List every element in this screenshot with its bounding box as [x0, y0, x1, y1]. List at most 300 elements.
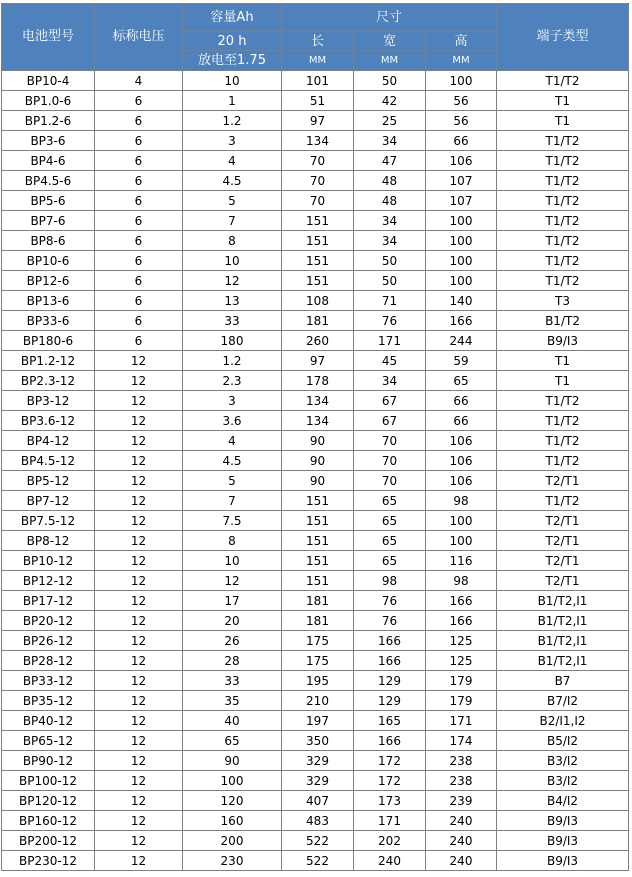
terminal-cell: T2/T1: [497, 531, 629, 551]
width-cell: 65: [354, 511, 426, 531]
capacity-cell: 230: [183, 851, 282, 871]
terminal-cell: B1/T2,I1: [497, 631, 629, 651]
height-cell: 100: [426, 531, 497, 551]
model-cell: BP10-4: [2, 71, 95, 91]
voltage-cell: 6: [95, 131, 183, 151]
width-cell: 34: [354, 211, 426, 231]
capacity-cell: 4: [183, 431, 282, 451]
length-cell: 210: [282, 691, 354, 711]
table-row: [2, 151, 629, 171]
terminal-cell: T2/T1: [497, 511, 629, 531]
voltage-cell: 12: [95, 671, 183, 691]
model-cell: BP12-12: [2, 571, 95, 591]
height-cell: 98: [426, 491, 497, 511]
height-cell: 100: [426, 231, 497, 251]
voltage-cell: 12: [95, 451, 183, 471]
table-row: [2, 171, 629, 191]
height-cell: 107: [426, 191, 497, 211]
length-cell: 51: [282, 91, 354, 111]
capacity-cell: 12: [183, 571, 282, 591]
length-cell: 350: [282, 731, 354, 751]
voltage-cell: 12: [95, 611, 183, 631]
model-cell: BP230-12: [2, 851, 95, 871]
length-cell: 151: [282, 551, 354, 571]
voltage-cell: 6: [95, 171, 183, 191]
model-cell: BP4-6: [2, 151, 95, 171]
capacity-cell: 2.3: [183, 371, 282, 391]
capacity-cell: 33: [183, 311, 282, 331]
length-cell: 181: [282, 611, 354, 631]
width-cell: 50: [354, 251, 426, 271]
voltage-cell: 12: [95, 571, 183, 591]
capacity-cell: 120: [183, 791, 282, 811]
voltage-cell: 12: [95, 411, 183, 431]
width-cell: 45: [354, 351, 426, 371]
capacity-cell: 10: [183, 71, 282, 91]
table-row: [2, 771, 629, 791]
width-cell: 47: [354, 151, 426, 171]
height-cell: 240: [426, 831, 497, 851]
width-cell: 48: [354, 191, 426, 211]
terminal-cell: B9/I3: [497, 811, 629, 831]
header-length: 长: [282, 32, 354, 51]
capacity-cell: 7: [183, 211, 282, 231]
model-cell: BP1.2-12: [2, 351, 95, 371]
capacity-cell: 17: [183, 591, 282, 611]
terminal-cell: B5/I2: [497, 731, 629, 751]
width-cell: 67: [354, 411, 426, 431]
table-row: [2, 811, 629, 831]
model-cell: BP33-6: [2, 311, 95, 331]
model-cell: BP65-12: [2, 731, 95, 751]
length-cell: 90: [282, 451, 354, 471]
height-cell: 179: [426, 691, 497, 711]
length-cell: 134: [282, 411, 354, 431]
voltage-cell: 12: [95, 771, 183, 791]
height-cell: 140: [426, 291, 497, 311]
table-row: [2, 91, 629, 111]
header-width: 宽: [354, 32, 426, 51]
table-row: [2, 71, 629, 91]
model-cell: BP4-12: [2, 431, 95, 451]
table-row: [2, 131, 629, 151]
length-cell: 151: [282, 271, 354, 291]
table-row: [2, 471, 629, 491]
width-cell: 129: [354, 671, 426, 691]
model-cell: BP2.3-12: [2, 371, 95, 391]
terminal-cell: T1/T2: [497, 131, 629, 151]
width-cell: 166: [354, 651, 426, 671]
capacity-cell: 10: [183, 251, 282, 271]
header-capacity: 容量Ah: [183, 4, 282, 32]
length-cell: 181: [282, 311, 354, 331]
height-cell: 238: [426, 771, 497, 791]
model-cell: BP20-12: [2, 611, 95, 631]
table-row: [2, 631, 629, 651]
model-cell: BP8-6: [2, 231, 95, 251]
capacity-cell: 28: [183, 651, 282, 671]
table-row: [2, 391, 629, 411]
length-cell: 70: [282, 151, 354, 171]
width-cell: 70: [354, 471, 426, 491]
battery-spec-table: [1, 3, 629, 871]
terminal-cell: T1/T2: [497, 151, 629, 171]
table-row: [2, 751, 629, 771]
table-row: [2, 431, 629, 451]
width-cell: 76: [354, 311, 426, 331]
table-row: [2, 251, 629, 271]
header-dimensions: 尺寸: [282, 4, 497, 32]
height-cell: 239: [426, 791, 497, 811]
voltage-cell: 12: [95, 811, 183, 831]
table-row: [2, 411, 629, 431]
terminal-cell: B7/I2: [497, 691, 629, 711]
table-row: [2, 731, 629, 751]
width-cell: 129: [354, 691, 426, 711]
width-cell: 165: [354, 711, 426, 731]
table-row: [2, 571, 629, 591]
length-cell: 483: [282, 811, 354, 831]
table-row: [2, 291, 629, 311]
width-cell: 50: [354, 71, 426, 91]
table-row: [2, 231, 629, 251]
table-row: [2, 111, 629, 131]
capacity-cell: 35: [183, 691, 282, 711]
terminal-cell: B1/T2,I1: [497, 611, 629, 631]
width-cell: 48: [354, 171, 426, 191]
length-cell: 97: [282, 111, 354, 131]
voltage-cell: 12: [95, 691, 183, 711]
terminal-cell: T1/T2: [497, 431, 629, 451]
voltage-cell: 6: [95, 211, 183, 231]
height-cell: 179: [426, 671, 497, 691]
width-cell: 34: [354, 131, 426, 151]
voltage-cell: 12: [95, 531, 183, 551]
capacity-cell: 40: [183, 711, 282, 731]
length-cell: 90: [282, 431, 354, 451]
model-cell: BP1.2-6: [2, 111, 95, 131]
height-cell: 98: [426, 571, 497, 591]
width-cell: 173: [354, 791, 426, 811]
terminal-cell: B1/T2: [497, 311, 629, 331]
voltage-cell: 12: [95, 491, 183, 511]
capacity-cell: 90: [183, 751, 282, 771]
width-cell: 172: [354, 771, 426, 791]
table-row: [2, 491, 629, 511]
model-cell: BP5-12: [2, 471, 95, 491]
terminal-cell: T1/T2: [497, 171, 629, 191]
height-cell: 100: [426, 271, 497, 291]
length-cell: 175: [282, 651, 354, 671]
width-cell: 65: [354, 491, 426, 511]
model-cell: BP12-6: [2, 271, 95, 291]
length-cell: 97: [282, 351, 354, 371]
length-cell: 260: [282, 331, 354, 351]
terminal-cell: T1: [497, 111, 629, 131]
height-cell: 100: [426, 71, 497, 91]
terminal-cell: B3/I2: [497, 771, 629, 791]
capacity-cell: 20: [183, 611, 282, 631]
height-cell: 238: [426, 751, 497, 771]
terminal-cell: B9/I3: [497, 851, 629, 871]
terminal-cell: T2/T1: [497, 571, 629, 591]
length-cell: 151: [282, 511, 354, 531]
voltage-cell: 12: [95, 591, 183, 611]
capacity-cell: 1: [183, 91, 282, 111]
table-row: [2, 271, 629, 291]
capacity-cell: 3: [183, 391, 282, 411]
width-cell: 76: [354, 591, 426, 611]
table-row: [2, 191, 629, 211]
model-cell: BP90-12: [2, 751, 95, 771]
table-row: [2, 851, 629, 871]
model-cell: BP8-12: [2, 531, 95, 551]
model-cell: BP3-12: [2, 391, 95, 411]
capacity-cell: 10: [183, 551, 282, 571]
height-cell: 171: [426, 711, 497, 731]
length-cell: 522: [282, 831, 354, 851]
capacity-cell: 7.5: [183, 511, 282, 531]
table-row: [2, 551, 629, 571]
capacity-cell: 100: [183, 771, 282, 791]
terminal-cell: T1/T2: [497, 391, 629, 411]
model-cell: BP100-12: [2, 771, 95, 791]
height-cell: 56: [426, 111, 497, 131]
voltage-cell: 6: [95, 191, 183, 211]
capacity-cell: 5: [183, 471, 282, 491]
terminal-cell: B1/T2,I1: [497, 651, 629, 671]
model-cell: BP26-12: [2, 631, 95, 651]
header-model: 电池型号: [2, 4, 95, 71]
terminal-cell: B3/I2: [497, 751, 629, 771]
length-cell: 178: [282, 371, 354, 391]
voltage-cell: 12: [95, 551, 183, 571]
header-height-unit: MM: [426, 51, 497, 71]
voltage-cell: 4: [95, 71, 183, 91]
length-cell: 195: [282, 671, 354, 691]
length-cell: 134: [282, 391, 354, 411]
height-cell: 100: [426, 251, 497, 271]
length-cell: 70: [282, 191, 354, 211]
capacity-cell: 160: [183, 811, 282, 831]
height-cell: 100: [426, 511, 497, 531]
table-row: [2, 211, 629, 231]
voltage-cell: 12: [95, 471, 183, 491]
model-cell: BP33-12: [2, 671, 95, 691]
length-cell: 151: [282, 251, 354, 271]
capacity-cell: 200: [183, 831, 282, 851]
voltage-cell: 6: [95, 111, 183, 131]
length-cell: 134: [282, 131, 354, 151]
width-cell: 166: [354, 731, 426, 751]
voltage-cell: 12: [95, 851, 183, 871]
header-height: 高: [426, 32, 497, 51]
length-cell: 90: [282, 471, 354, 491]
table-row: [2, 351, 629, 371]
capacity-cell: 8: [183, 531, 282, 551]
voltage-cell: 6: [95, 291, 183, 311]
terminal-cell: T1/T2: [497, 211, 629, 231]
terminal-cell: B2/I1,I2: [497, 711, 629, 731]
model-cell: BP7-6: [2, 211, 95, 231]
width-cell: 166: [354, 631, 426, 651]
terminal-cell: T1/T2: [497, 451, 629, 471]
terminal-cell: T1: [497, 351, 629, 371]
voltage-cell: 6: [95, 151, 183, 171]
model-cell: BP1.0-6: [2, 91, 95, 111]
model-cell: BP35-12: [2, 691, 95, 711]
height-cell: 244: [426, 331, 497, 351]
width-cell: 67: [354, 391, 426, 411]
voltage-cell: 12: [95, 731, 183, 751]
height-cell: 66: [426, 391, 497, 411]
height-cell: 100: [426, 211, 497, 231]
table-row: [2, 591, 629, 611]
terminal-cell: T3: [497, 291, 629, 311]
capacity-cell: 7: [183, 491, 282, 511]
length-cell: 151: [282, 571, 354, 591]
capacity-cell: 4.5: [183, 451, 282, 471]
terminal-cell: T1/T2: [497, 491, 629, 511]
height-cell: 66: [426, 411, 497, 431]
table-row: [2, 531, 629, 551]
width-cell: 171: [354, 811, 426, 831]
terminal-cell: T1/T2: [497, 231, 629, 251]
voltage-cell: 12: [95, 431, 183, 451]
terminal-cell: B9/I3: [497, 831, 629, 851]
capacity-cell: 33: [183, 671, 282, 691]
capacity-cell: 1.2: [183, 351, 282, 371]
length-cell: 522: [282, 851, 354, 871]
length-cell: 407: [282, 791, 354, 811]
terminal-cell: T1: [497, 91, 629, 111]
height-cell: 174: [426, 731, 497, 751]
height-cell: 166: [426, 611, 497, 631]
height-cell: 125: [426, 651, 497, 671]
table-row: [2, 711, 629, 731]
width-cell: 76: [354, 611, 426, 631]
table-row: [2, 371, 629, 391]
capacity-cell: 26: [183, 631, 282, 651]
header-capacity-cutoff: 放电至1.75: [183, 51, 282, 71]
width-cell: 172: [354, 751, 426, 771]
width-cell: 50: [354, 271, 426, 291]
model-cell: BP7.5-12: [2, 511, 95, 531]
width-cell: 65: [354, 531, 426, 551]
model-cell: BP7-12: [2, 491, 95, 511]
table-body: [2, 71, 629, 871]
model-cell: BP3.6-12: [2, 411, 95, 431]
voltage-cell: 12: [95, 831, 183, 851]
voltage-cell: 12: [95, 711, 183, 731]
width-cell: 42: [354, 91, 426, 111]
width-cell: 70: [354, 451, 426, 471]
height-cell: 166: [426, 311, 497, 331]
length-cell: 70: [282, 171, 354, 191]
terminal-cell: T1/T2: [497, 191, 629, 211]
capacity-cell: 4: [183, 151, 282, 171]
header-voltage: 标称电压: [95, 4, 183, 71]
voltage-cell: 12: [95, 351, 183, 371]
voltage-cell: 12: [95, 371, 183, 391]
table-row: [2, 831, 629, 851]
model-cell: BP120-12: [2, 791, 95, 811]
model-cell: BP200-12: [2, 831, 95, 851]
model-cell: BP160-12: [2, 811, 95, 831]
height-cell: 65: [426, 371, 497, 391]
height-cell: 240: [426, 851, 497, 871]
voltage-cell: 6: [95, 251, 183, 271]
capacity-cell: 12: [183, 271, 282, 291]
terminal-cell: T1/T2: [497, 271, 629, 291]
table-row: [2, 511, 629, 531]
model-cell: BP4.5-6: [2, 171, 95, 191]
length-cell: 151: [282, 231, 354, 251]
width-cell: 34: [354, 231, 426, 251]
voltage-cell: 6: [95, 231, 183, 251]
header-width-unit: MM: [354, 51, 426, 71]
length-cell: 175: [282, 631, 354, 651]
capacity-cell: 180: [183, 331, 282, 351]
model-cell: BP28-12: [2, 651, 95, 671]
header-terminal: 端子类型: [497, 4, 629, 71]
header-capacity-rate: 20 h: [183, 32, 282, 51]
height-cell: 240: [426, 811, 497, 831]
capacity-cell: 5: [183, 191, 282, 211]
capacity-cell: 3.6: [183, 411, 282, 431]
width-cell: 70: [354, 431, 426, 451]
height-cell: 59: [426, 351, 497, 371]
width-cell: 25: [354, 111, 426, 131]
length-cell: 151: [282, 491, 354, 511]
length-cell: 151: [282, 531, 354, 551]
height-cell: 106: [426, 451, 497, 471]
table-header: [2, 4, 629, 71]
width-cell: 171: [354, 331, 426, 351]
table-row: [2, 611, 629, 631]
terminal-cell: T1/T2: [497, 251, 629, 271]
voltage-cell: 12: [95, 751, 183, 771]
model-cell: BP40-12: [2, 711, 95, 731]
capacity-cell: 8: [183, 231, 282, 251]
terminal-cell: T1/T2: [497, 411, 629, 431]
model-cell: BP10-12: [2, 551, 95, 571]
table-row: [2, 671, 629, 691]
height-cell: 66: [426, 131, 497, 151]
model-cell: BP13-6: [2, 291, 95, 311]
voltage-cell: 6: [95, 271, 183, 291]
table-row: [2, 691, 629, 711]
voltage-cell: 12: [95, 511, 183, 531]
capacity-cell: 65: [183, 731, 282, 751]
height-cell: 125: [426, 631, 497, 651]
length-cell: 329: [282, 771, 354, 791]
height-cell: 106: [426, 151, 497, 171]
height-cell: 106: [426, 471, 497, 491]
table-row: [2, 651, 629, 671]
length-cell: 181: [282, 591, 354, 611]
capacity-cell: 13: [183, 291, 282, 311]
model-cell: BP4.5-12: [2, 451, 95, 471]
voltage-cell: 12: [95, 791, 183, 811]
terminal-cell: T1: [497, 371, 629, 391]
length-cell: 151: [282, 211, 354, 231]
length-cell: 101: [282, 71, 354, 91]
voltage-cell: 12: [95, 651, 183, 671]
terminal-cell: B7: [497, 671, 629, 691]
terminal-cell: T2/T1: [497, 551, 629, 571]
voltage-cell: 6: [95, 311, 183, 331]
